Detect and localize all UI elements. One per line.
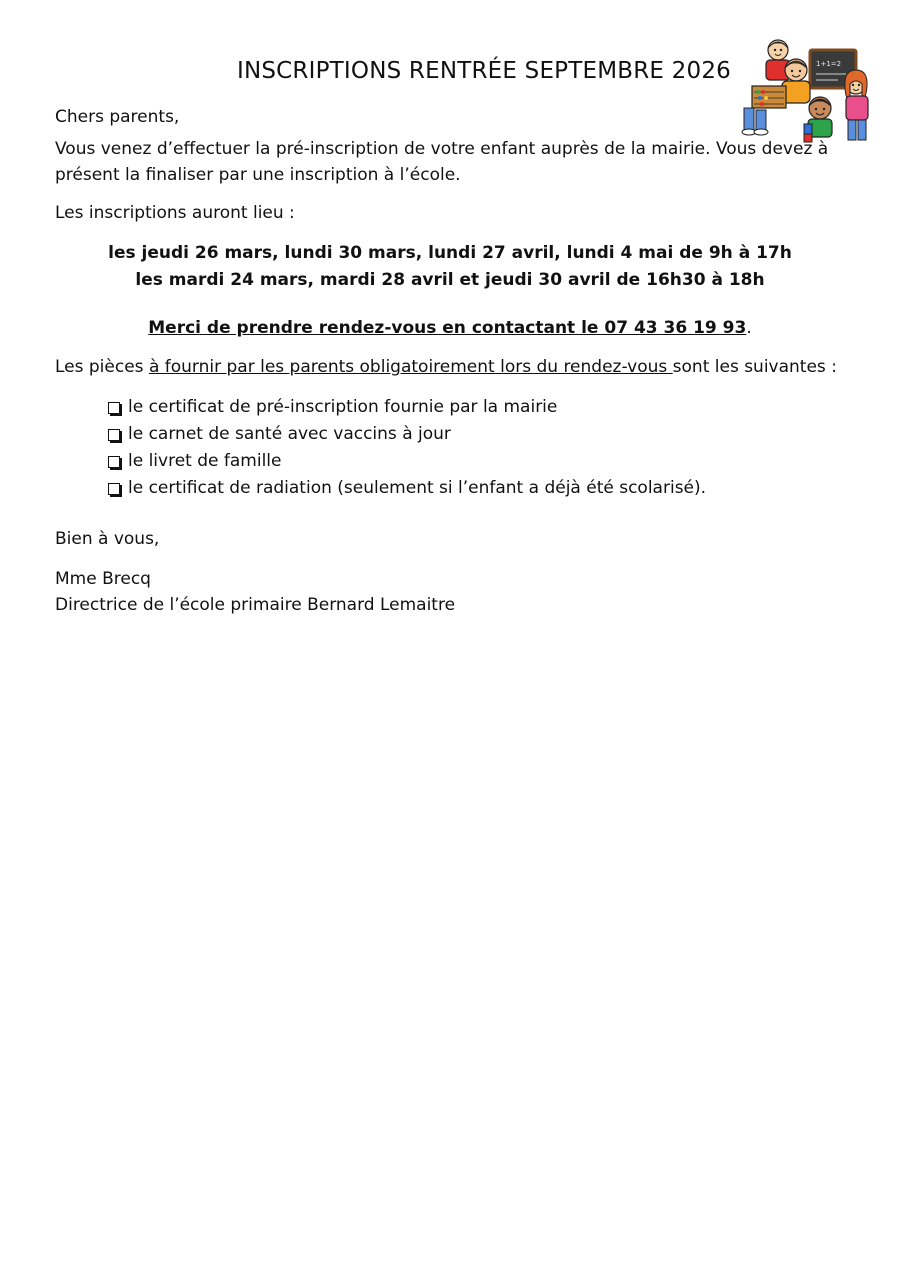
list-item <box>108 394 706 421</box>
appointment-suffix: . <box>746 318 752 338</box>
intro-block <box>55 104 828 188</box>
list-item-label: le livret de famille <box>128 451 282 471</box>
documents-intro-suffix: sont les suivantes : <box>672 357 837 377</box>
intro-line-2: présent la finaliser par une inscription à l’école. <box>55 165 461 185</box>
intro-line-1: Vous venez d’effectuer la pré-inscription de votre enfant auprès de la mairie. Vous devez à <box>55 139 829 159</box>
schedule-line-2: les mardi 24 mars, mardi 28 avril et jeudi 30 avril de 16h30 à 18h <box>135 270 765 290</box>
schedule-line-1: les jeudi 26 mars, lundi 30 mars, lundi 27 avril, lundi 4 mai de 9h à 17h <box>108 243 792 263</box>
appointment-phone-text: Merci de prendre rendez-vous en contactant le 07 43 36 19 93 <box>148 318 747 338</box>
documents-list <box>108 394 706 502</box>
list-item <box>108 475 706 502</box>
checkbox-icon <box>108 483 120 495</box>
documents-intro-prefix: Les pièces <box>55 357 149 377</box>
signatory-name: Mme Brecq <box>55 569 151 589</box>
signatory-title: Directrice de l’école primaire Bernard Lemaitre <box>55 595 456 615</box>
list-item <box>108 421 706 448</box>
greeting: Chers parents, <box>55 107 180 127</box>
list-item-label: le certificat de radiation (seulement si l’enfant a déjà été scolarisé). <box>128 478 707 498</box>
signature-block <box>55 566 455 618</box>
checkbox-icon <box>108 456 120 468</box>
list-item <box>108 448 706 475</box>
list-item-label: le certificat de pré-inscription fournie par la mairie <box>128 397 558 417</box>
checkbox-icon <box>108 402 120 414</box>
checkbox-icon <box>108 429 120 441</box>
documents-intro <box>55 354 837 380</box>
chalkboard-text: 1+1=2 <box>816 60 842 68</box>
schedule-intro: Les inscriptions auront lieu : <box>55 203 295 223</box>
list-item-label: le carnet de santé avec vaccins à jour <box>128 424 451 444</box>
closing: Bien à vous, <box>55 529 160 549</box>
appointment-line <box>0 315 900 342</box>
page-title: INSCRIPTIONS RENTRÉE SEPTEMBRE 2026 <box>236 58 732 84</box>
documents-intro-underlined: à fournir par les parents obligatoirement lors du rendez-vous <box>148 357 673 377</box>
